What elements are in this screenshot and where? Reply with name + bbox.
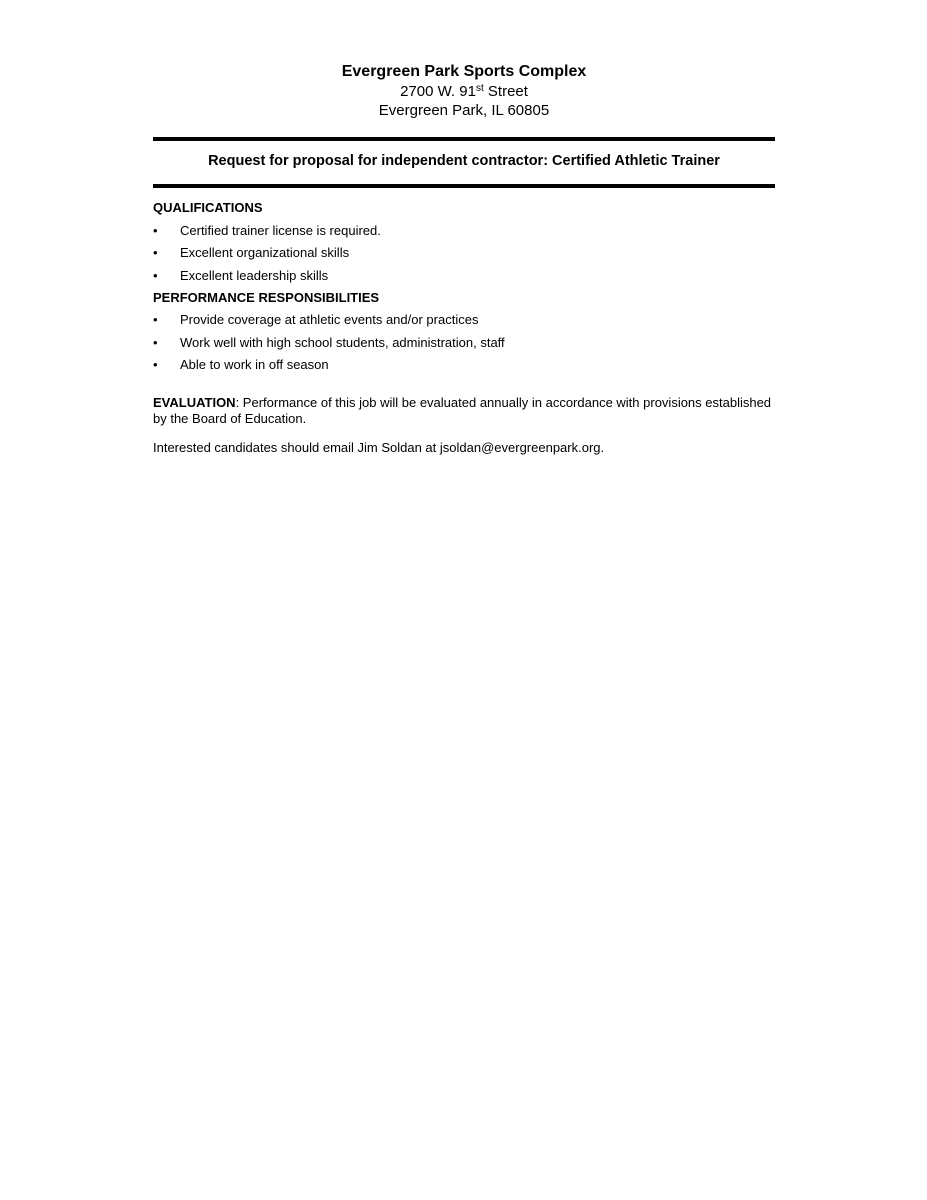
list-item — [153, 222, 775, 240]
list-item — [153, 244, 775, 262]
bullet-icon: • — [153, 222, 158, 238]
responsibilities-heading: PERFORMANCE RESPONSIBILITIES — [153, 289, 380, 305]
bullet-icon: • — [153, 267, 158, 283]
bullet-icon: • — [153, 312, 158, 327]
proposal-title: Request for proposal for independent contractor: Certified Athletic Trainer — [208, 153, 720, 169]
list-item-text: Certified trainer license is required. — [180, 222, 381, 238]
letterhead — [153, 62, 775, 120]
responsibilities-list — [153, 311, 775, 374]
evaluation-text: : Performance of this job will be evaluated annually in accordance with provisions established by the Board of Education. — [153, 395, 772, 426]
evaluation-label: EVALUATION — [153, 395, 236, 410]
bullet-icon: • — [153, 245, 158, 260]
list-item-text: Excellent leadership skills — [180, 267, 329, 283]
list-item-text: Able to work in off season — [180, 357, 329, 372]
top-divider — [153, 137, 775, 141]
qualifications-list — [153, 222, 775, 285]
city-state-zip: Evergreen Park, IL 60805 — [378, 102, 550, 119]
list-item — [153, 267, 775, 285]
list-item — [153, 356, 775, 374]
list-item-text: Excellent organizational skills — [180, 245, 350, 260]
list-item — [153, 334, 775, 352]
bullet-icon: • — [153, 334, 158, 350]
address-number: 2700 W. 91 — [400, 83, 476, 100]
organization-name: Evergreen Park Sports Complex — [341, 63, 587, 80]
list-item — [153, 311, 775, 329]
list-item-text: Work well with high school students, administration, staff — [180, 334, 505, 350]
bottom-divider — [153, 184, 775, 188]
address-street-name: Street — [483, 83, 528, 100]
qualifications-heading: QUALIFICATIONS — [153, 200, 263, 215]
bullet-icon: • — [153, 357, 158, 372]
street-address — [153, 82, 775, 101]
list-item-text: Provide coverage at athletic events and/or practices — [180, 312, 479, 327]
evaluation-paragraph — [153, 395, 775, 427]
document-content — [153, 62, 775, 469]
contact-paragraph: Interested candidates should email Jim Soldan at jsoldan@evergreenpark.org. — [153, 440, 605, 455]
address-ordinal-suffix: st — [475, 83, 484, 94]
